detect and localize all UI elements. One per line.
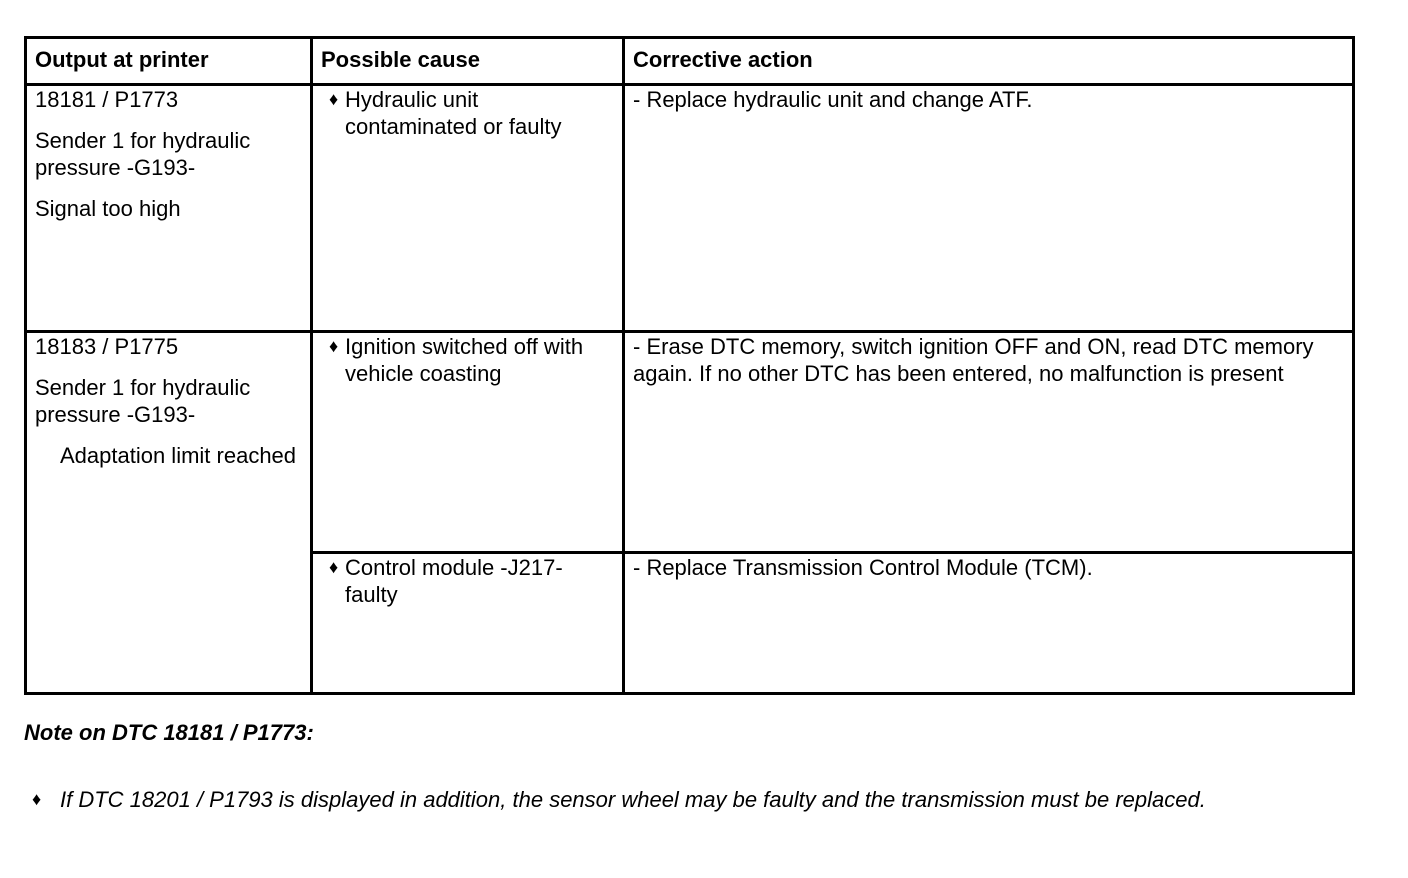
dtc-component: Sender 1 for hydraulic pressure -G193- <box>35 128 251 180</box>
note-title: Note on DTC 18181 / P1773: <box>24 720 314 745</box>
cause-cell <box>312 553 624 694</box>
diamond-bullet-icon: ♦ <box>32 789 42 809</box>
cause-cell <box>312 85 624 332</box>
corrective-action: - Replace Transmission Control Module (TCM). <box>633 555 1093 580</box>
action-cell <box>624 553 1354 694</box>
table-header-row <box>26 38 1354 85</box>
header-possible-cause: Possible cause <box>312 38 624 85</box>
table-row <box>26 85 1354 332</box>
dtc-condition: Adaptation limit reached <box>60 443 297 468</box>
dtc-table <box>24 36 1355 695</box>
corrective-action: - Replace hydraulic unit and change ATF. <box>633 87 1033 112</box>
possible-cause: Control module -J217- faulty <box>345 555 563 607</box>
dtc-code: 18183 / P1775 <box>35 334 179 359</box>
possible-cause: Hydraulic unit contaminated or faulty <box>345 87 562 139</box>
corrective-action: - Erase DTC memory, switch ignition OFF and ON, read DTC memory again. If no other DTC has been entered, no malfunction is present <box>633 334 1314 386</box>
dtc-condition: Signal too high <box>35 196 181 221</box>
table-row <box>26 332 1354 553</box>
note-item <box>32 786 1206 813</box>
output-cell <box>26 85 312 332</box>
diamond-bullet-icon: ♦ <box>329 557 339 577</box>
header-output-at-printer: Output at printer <box>26 38 312 85</box>
dtc-code: 18181 / P1773 <box>35 87 179 112</box>
output-cell <box>26 332 312 694</box>
note-text: If DTC 18201 / P1793 is displayed in addition, the sensor wheel may be faulty and the transmission must be replaced. <box>60 787 1206 812</box>
cause-cell <box>312 332 624 553</box>
dtc-component: Sender 1 for hydraulic pressure -G193- <box>35 375 251 427</box>
diamond-bullet-icon: ♦ <box>329 336 339 356</box>
header-corrective-action: Corrective action <box>624 38 1354 85</box>
action-cell <box>624 85 1354 332</box>
possible-cause: Ignition switched off with vehicle coasting <box>345 334 584 386</box>
diamond-bullet-icon: ♦ <box>329 89 339 109</box>
action-cell <box>624 332 1354 553</box>
